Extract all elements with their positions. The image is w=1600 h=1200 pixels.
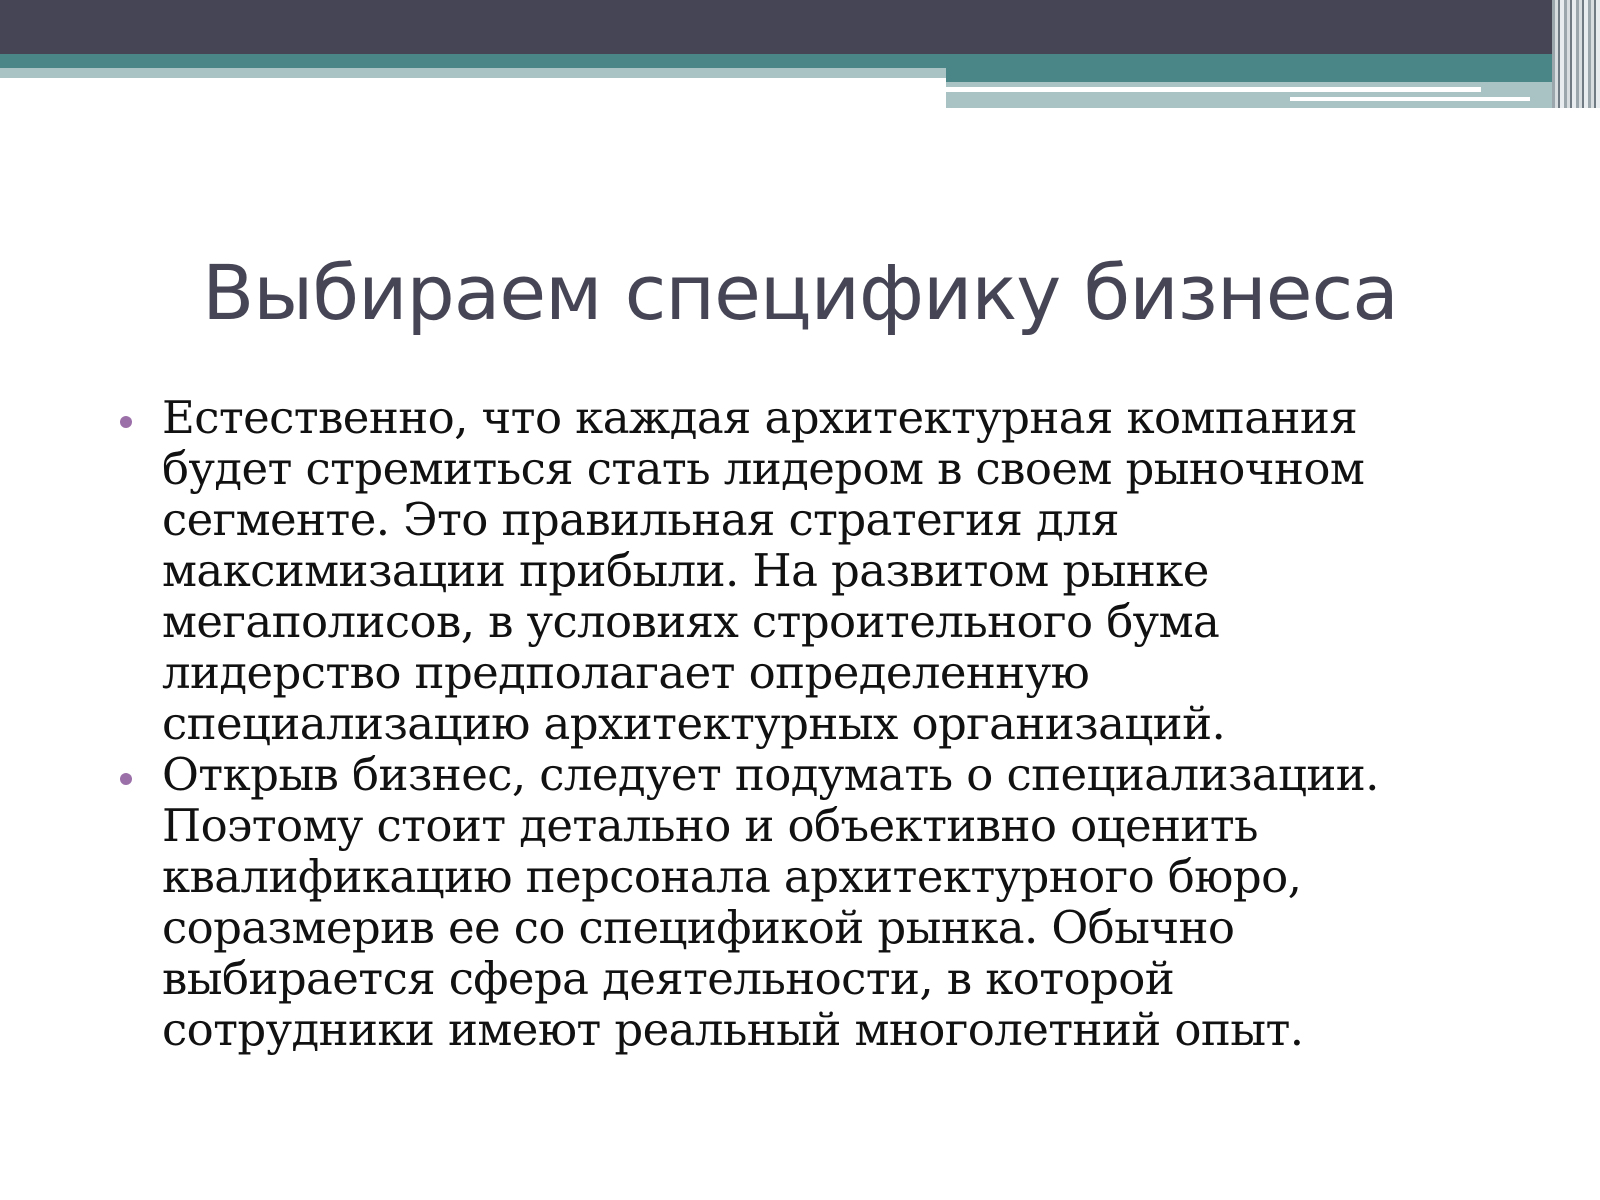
- bullet-dot-icon: [120, 773, 132, 785]
- bullet-list: [112, 392, 1552, 1055]
- bullet-line: Поэтому стоит детально и объективно оценить: [162, 799, 1258, 852]
- bullet-line: квалификацию персонала архитектурного бюро,: [162, 850, 1302, 903]
- header-band-gray-right: [946, 82, 1600, 108]
- bullet-line: сегменте. Это правильная стратегия для: [162, 493, 1119, 546]
- header-accent-line-short: [1290, 97, 1530, 101]
- bullet-item: [112, 392, 1552, 749]
- bullet-line: Естественно, что каждая архитектурная компания: [162, 391, 1358, 444]
- bullet-line: мегаполисов, в условиях строительного бума: [162, 595, 1220, 648]
- bullet-line: максимизации прибыли. На развитом рынке: [162, 544, 1209, 597]
- header-band-teal: [0, 54, 1600, 68]
- header-accent-line: [946, 87, 1481, 92]
- bullet-line: соразмерив ее со спецификой рынка. Обычно: [162, 901, 1235, 954]
- bullet-line: выбирается сфера деятельности, в которой: [162, 952, 1175, 1005]
- bullet-line: будет стремиться стать лидером в своем рыночном: [162, 442, 1365, 495]
- corner-stripes-decoration: [1552, 0, 1600, 108]
- bullet-line: лидерство предполагает определенную: [162, 646, 1090, 699]
- bullet-line: сотрудники имеют реальный многолетний опыт.: [162, 1003, 1304, 1056]
- header-band-light: [0, 68, 946, 78]
- bullet-item: [112, 749, 1552, 1055]
- header-band-teal-right: [946, 68, 1600, 82]
- bullet-line: специализацию архитектурных организаций.: [162, 697, 1226, 750]
- bullet-line: Открыв бизнес, следует подумать о специализации.: [162, 748, 1379, 801]
- bullet-dot-icon: [120, 416, 132, 428]
- header-band-dark: [0, 0, 1600, 54]
- slide-title: Выбираем специфику бизнеса: [202, 248, 1398, 337]
